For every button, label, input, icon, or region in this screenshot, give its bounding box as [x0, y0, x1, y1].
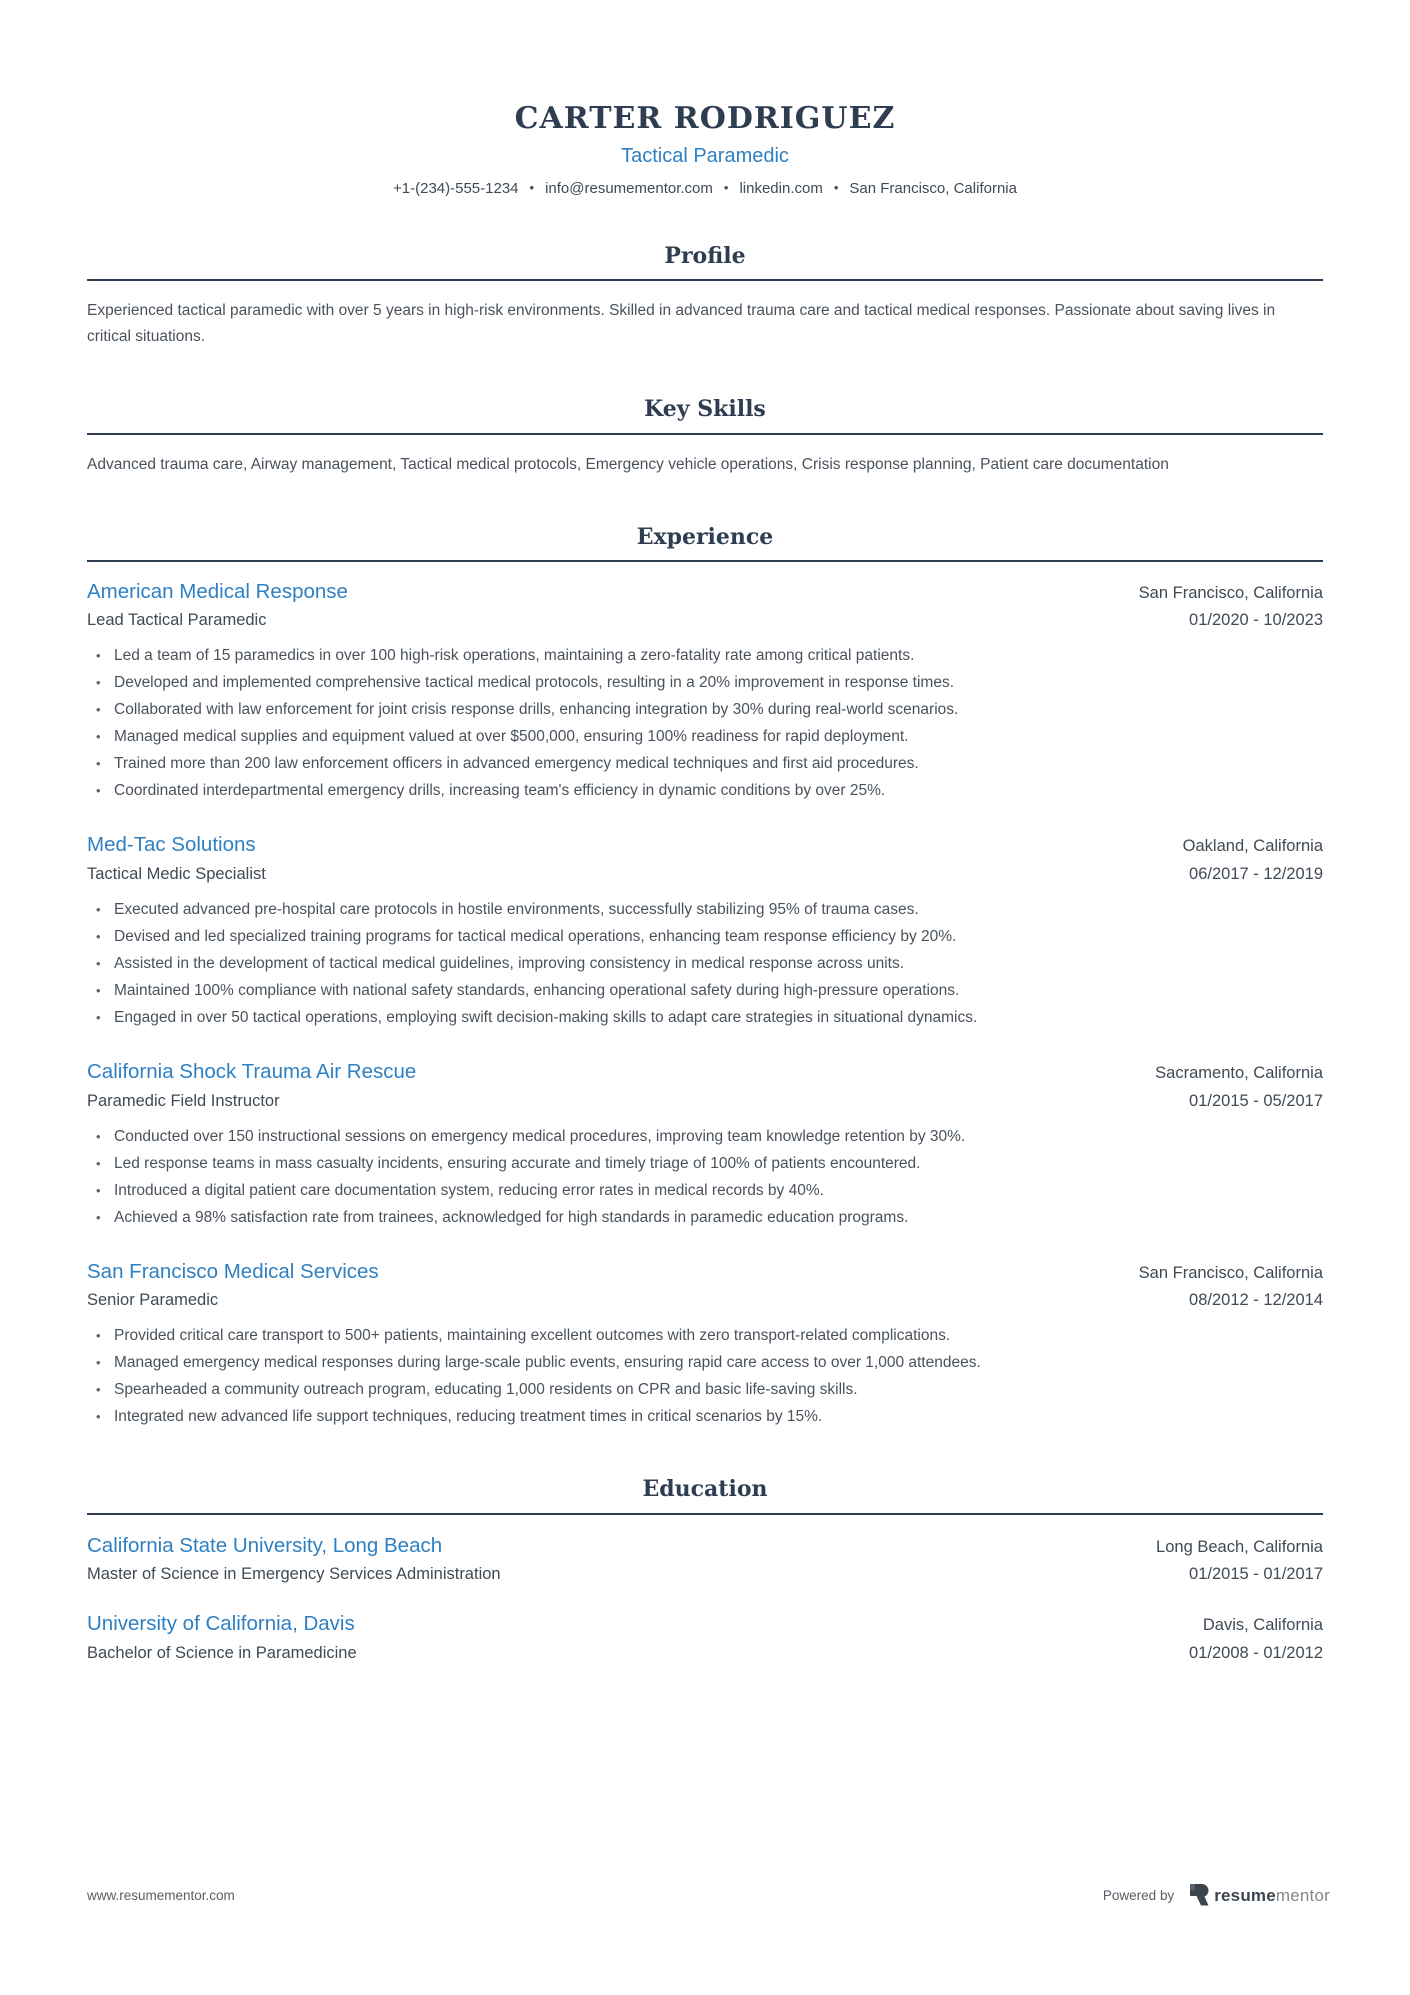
school-name: University of California, Davis: [87, 1612, 355, 1636]
bullet-item: • Managed emergency medical responses during large-scale public events, ensuring rapid care access to over 1,000 attendees.: [87, 1349, 1323, 1376]
company-location: San Francisco, California: [1138, 583, 1323, 602]
bullet-item: • Collaborated with law enforcement for joint crisis response drills, enhancing integration by 30% during real-world scenarios.: [87, 696, 1323, 723]
company-name: San Francisco Medical Services: [87, 1259, 379, 1283]
bullet-item: • Coordinated interdepartmental emergency drills, increasing team's efficiency in dynamic conditions by over 25%.: [87, 777, 1323, 804]
degree-name: Bachelor of Science in Paramedicine: [87, 1643, 357, 1662]
experience-entry: [87, 1260, 1323, 1431]
section-rule: [87, 1513, 1323, 1515]
job-role: Lead Tactical Paramedic: [87, 611, 267, 630]
company-location: Sacramento, California: [1155, 1064, 1323, 1083]
education-dates: 01/2008 - 01/2012: [1189, 1643, 1323, 1662]
key-skills-text: Advanced trauma care, Airway management, Tactical medical protocols, Emergency vehicle operations, Crisis response planning, Patient care documentation: [87, 455, 1169, 473]
experience-entry: [87, 580, 1323, 805]
logo-text: [1214, 1886, 1330, 1906]
bullet-item: • Led a team of 15 paramedics in over 100 high-risk operations, maintaining a zero-fatality rate among critical patients.: [87, 642, 1323, 669]
education-dates: 01/2015 - 01/2017: [1189, 1565, 1323, 1584]
education-entry: [87, 1612, 1323, 1663]
powered-by: [1103, 1884, 1330, 1907]
contact-email[interactable]: info@resumementor.com: [545, 180, 713, 197]
job-role: Senior Paramedic: [87, 1291, 219, 1310]
contact-linkedin[interactable]: linkedin.com: [739, 180, 823, 197]
contact-phone: +1-(234)-555-1234: [393, 180, 519, 197]
bullet-list: [87, 642, 1323, 804]
company-name: California Shock Trauma Air Rescue: [87, 1060, 417, 1084]
bullet-item: • Achieved a 98% satisfaction rate from trainees, acknowledged for high standards in paramedic education programs.: [87, 1204, 1323, 1231]
bullet-item: • Developed and implemented comprehensive tactical medical protocols, resulting in a 20% improvement in response times.: [87, 669, 1323, 696]
logo-text-bold: resume: [1214, 1885, 1276, 1905]
job-role: Tactical Medic Specialist: [87, 865, 266, 884]
job-dates: 06/2017 - 12/2019: [1189, 865, 1323, 884]
bullet-item: • Conducted over 150 instructional sessions on emergency medical procedures, improving team knowledge retention by 30%.: [87, 1123, 1323, 1150]
bullet-item: • Engaged in over 50 tactical operations, employing swift decision-making skills to adapt care strategies in situational dynamics.: [87, 1004, 1323, 1031]
resume-header: [87, 101, 1323, 197]
bullet-item: • Assisted in the development of tactical medical guidelines, improving consistency in medical response across units.: [87, 950, 1323, 977]
bullet-item: • Spearheaded a community outreach program, educating 1,000 residents on CPR and basic life-saving skills.: [87, 1376, 1323, 1403]
section-rule: [87, 279, 1323, 281]
job-dates: 01/2015 - 05/2017: [1189, 1091, 1323, 1110]
resumementor-logo: [1188, 1884, 1330, 1907]
profile-heading: Profile: [664, 243, 746, 269]
logo-text-light: mentor: [1275, 1885, 1330, 1905]
bullet-item: • Managed medical supplies and equipment valued at over $500,000, ensuring 100% readiness for rapid deployment.: [87, 723, 1323, 750]
education-entry: [87, 1534, 1323, 1585]
company-location: San Francisco, California: [1138, 1263, 1323, 1282]
school-name: California State University, Long Beach: [87, 1533, 443, 1557]
contact-separator-dot: •: [529, 180, 535, 195]
experience-heading: Experience: [636, 523, 774, 550]
job-dates: 01/2020 - 10/2023: [1189, 611, 1323, 630]
company-name: American Medical Response: [87, 579, 348, 603]
contact-separator-dot: •: [723, 180, 729, 195]
education-heading: Education: [642, 1476, 768, 1503]
profile-text: Experienced tactical paramedic with over 5 years in high-risk environments. Skilled in advanced trauma care and tactical medical responses. Passionate about saving lives in critical situations.: [87, 302, 1276, 346]
bullet-item: • Devised and led specialized training programs for tactical medical operations, enhancing team response efficiency by 20%.: [87, 923, 1323, 950]
section-rule: [87, 560, 1323, 562]
contact-location: San Francisco, California: [849, 180, 1017, 197]
degree-name: Master of Science in Emergency Services Administration: [87, 1565, 501, 1584]
bullet-item: • Led response teams in mass casualty incidents, ensuring accurate and timely triage of 100% of patients encountered.: [87, 1150, 1323, 1177]
candidate-title: Tactical Paramedic: [621, 145, 789, 167]
bullet-item: • Provided critical care transport to 500+ patients, maintaining excellent outcomes with zero transport-related complications.: [87, 1322, 1323, 1349]
school-location: Long Beach, California: [1156, 1537, 1323, 1556]
section-profile: [87, 244, 1323, 350]
section-experience: [87, 525, 1323, 1431]
company-name: Med-Tac Solutions: [87, 833, 256, 857]
experience-entry: [87, 833, 1323, 1031]
powered-by-label: Powered by: [1102, 1888, 1175, 1903]
company-location: Oakland, California: [1182, 837, 1323, 856]
section-rule: [87, 433, 1323, 435]
experience-entry: [87, 1060, 1323, 1231]
footer-website-link[interactable]: www.resumementor.com: [87, 1888, 235, 1903]
contact-line: [87, 180, 1323, 197]
bullet-item: • Introduced a digital patient care documentation system, reducing error rates in medical records by 40%.: [87, 1177, 1323, 1204]
section-key-skills: [87, 397, 1323, 477]
bullet-item: • Executed advanced pre-hospital care protocols in hostile environments, successfully stabilizing 95% of trauma cases.: [87, 896, 1323, 923]
section-education: [87, 1477, 1323, 1662]
bullet-list: [87, 1123, 1323, 1231]
contact-separator-dot: •: [833, 180, 839, 195]
school-location: Davis, California: [1202, 1616, 1323, 1635]
job-dates: 08/2012 - 12/2014: [1189, 1291, 1323, 1310]
resumementor-logo-icon: [1188, 1884, 1209, 1907]
bullet-item: • Trained more than 200 law enforcement officers in advanced emergency medical techniques and first aid procedures.: [87, 750, 1323, 777]
job-role: Paramedic Field Instructor: [87, 1091, 280, 1110]
bullet-item: • Integrated new advanced life support techniques, reducing treatment times in critical scenarios by 15%.: [87, 1403, 1323, 1430]
bullet-list: [87, 1322, 1323, 1430]
candidate-name: CARTER RODRIGUEZ: [514, 101, 896, 136]
bullet-list: [87, 896, 1323, 1031]
key-skills-heading: Key Skills: [644, 396, 766, 423]
page-footer: [87, 1884, 1330, 1907]
bullet-item: • Maintained 100% compliance with national safety standards, enhancing operational safety during high-pressure operations.: [87, 977, 1323, 1004]
